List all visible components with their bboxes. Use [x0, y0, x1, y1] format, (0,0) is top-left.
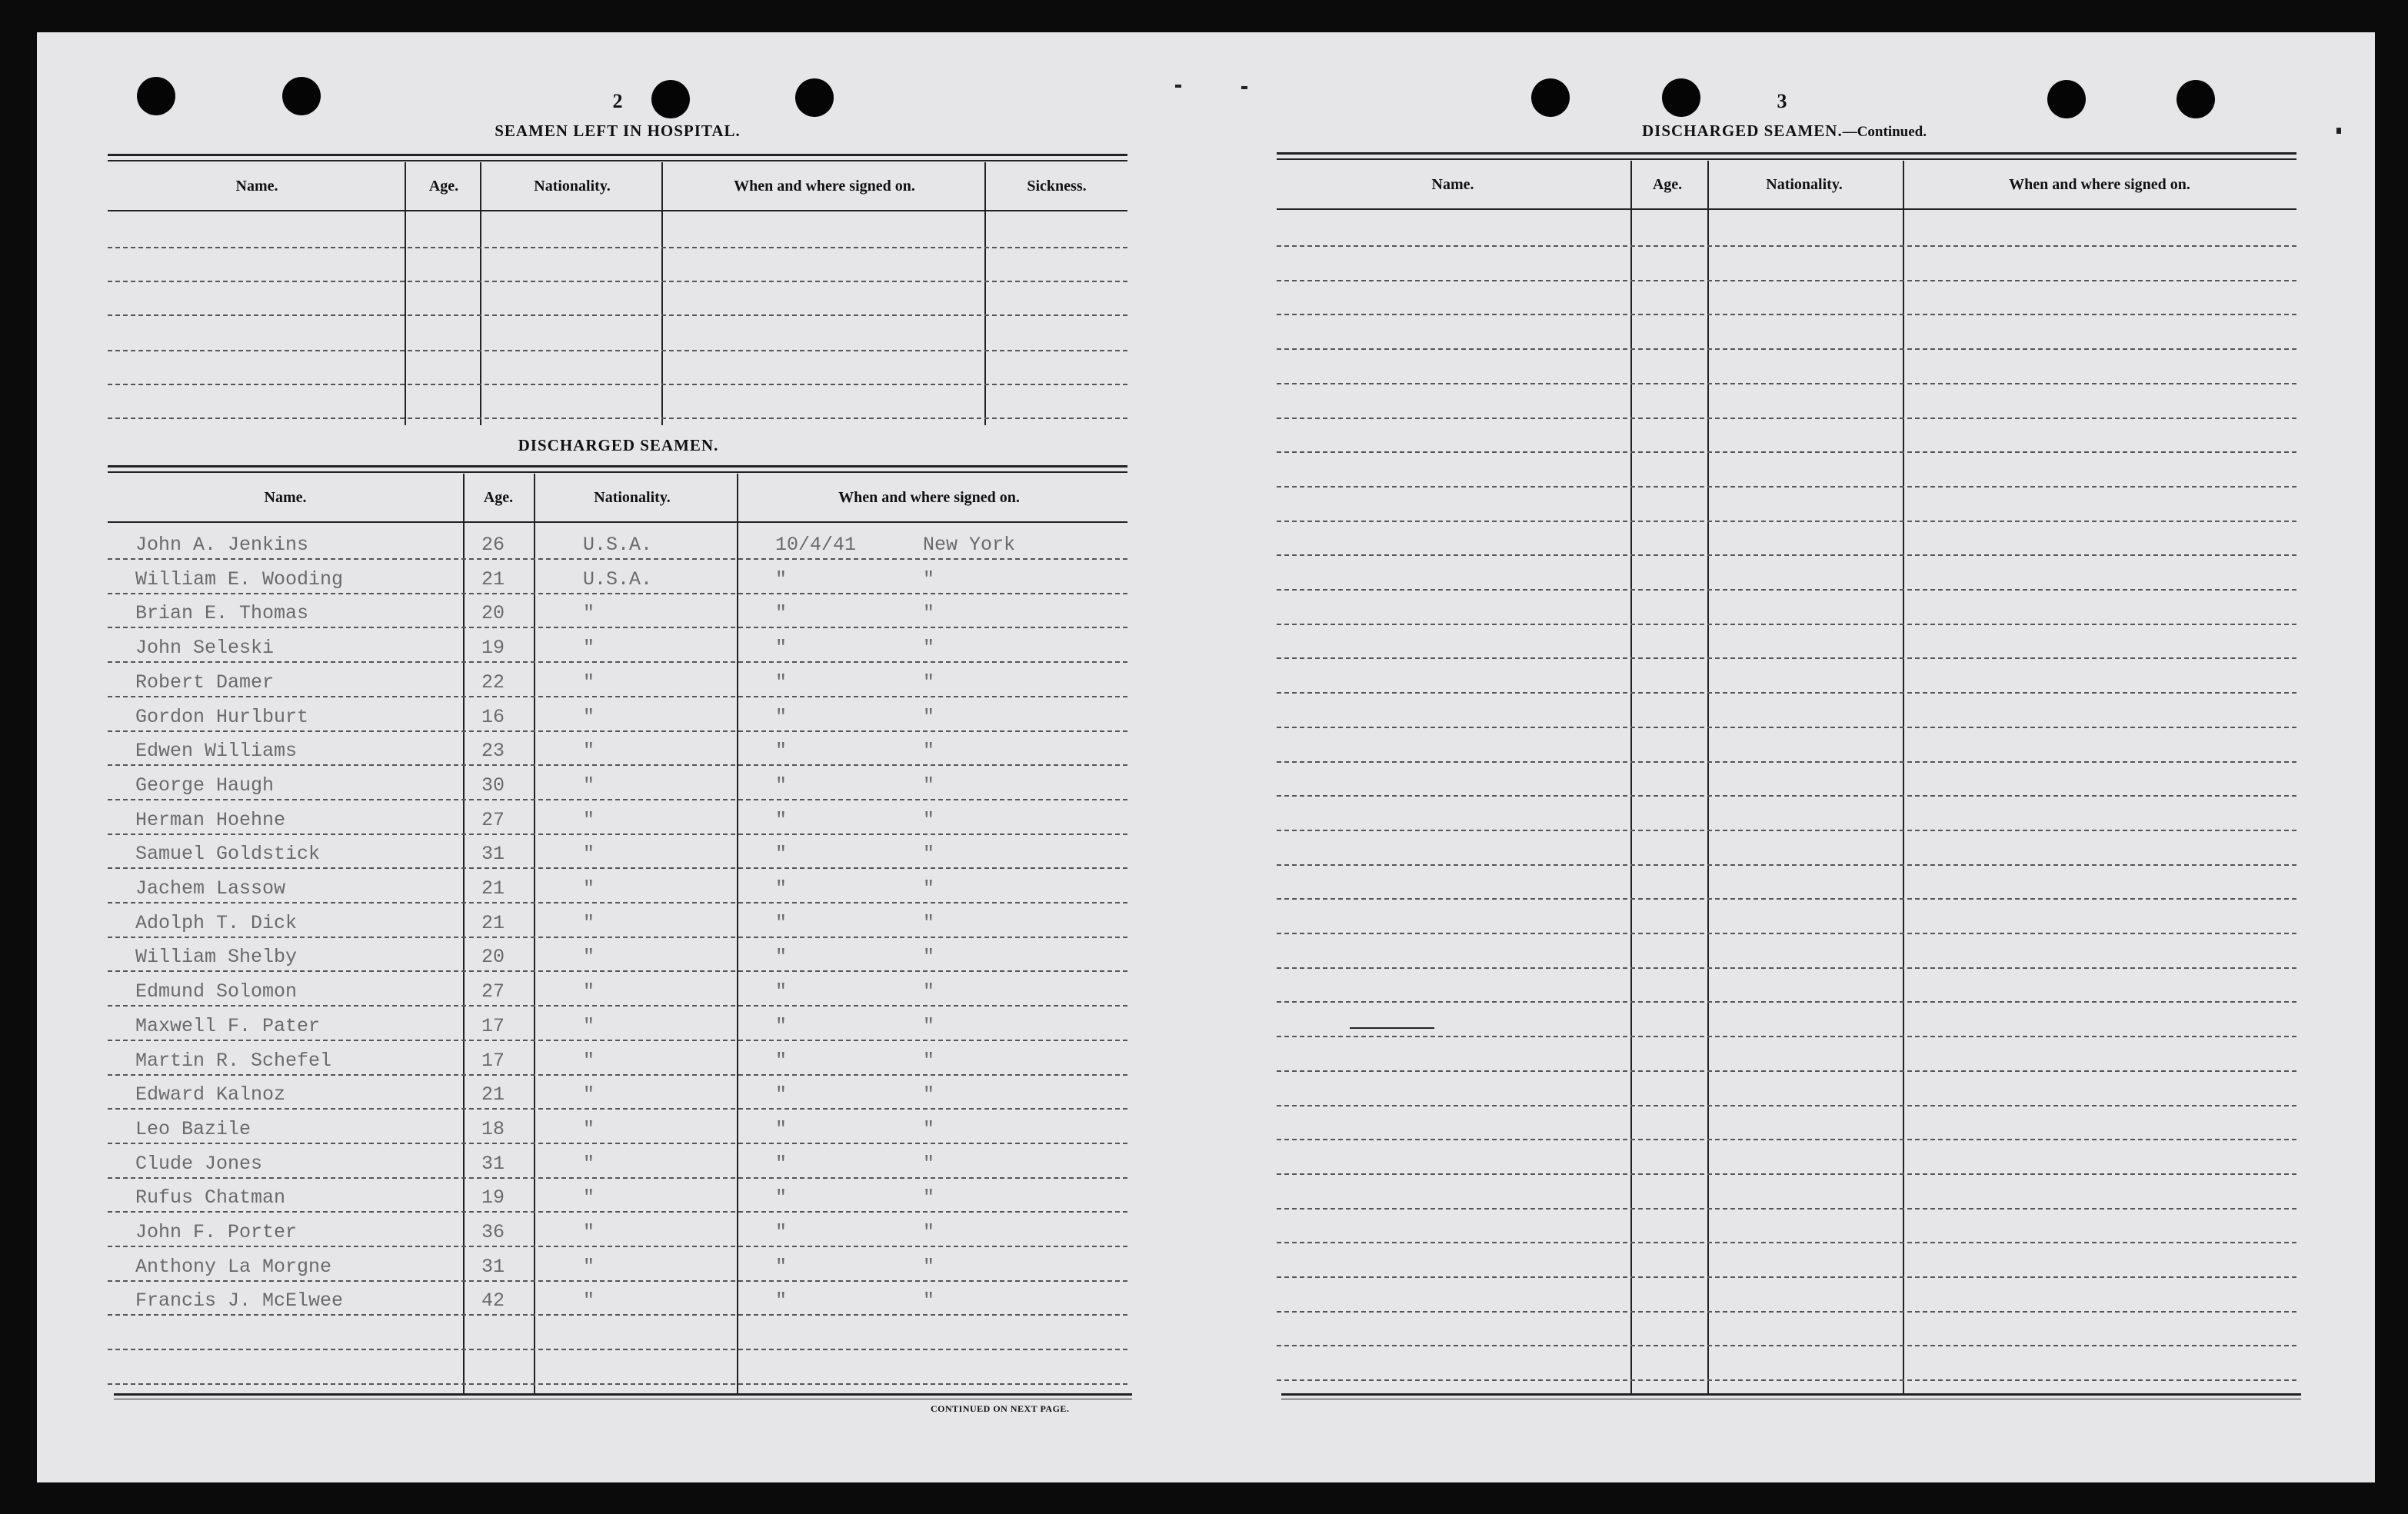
seaman-nationality: "	[583, 774, 595, 797]
discharged-header-row	[108, 474, 1127, 523]
signed-on-date: "	[775, 1117, 788, 1140]
signed-on-place: "	[923, 567, 935, 591]
discharged-col-nationality: Nationality.	[594, 488, 671, 506]
signed-on-date: 10/4/41	[775, 534, 857, 556]
punch-hole	[1531, 78, 1570, 117]
form-row-line	[108, 1246, 1127, 1247]
form-row-line	[108, 696, 1127, 697]
right-heading-suffix: —Continued.	[1842, 124, 1927, 140]
seaman-nationality: "	[583, 705, 595, 728]
form-row-line	[108, 1005, 1127, 1007]
form-row-line	[108, 1177, 1127, 1179]
signed-on-place: "	[923, 1289, 935, 1313]
signed-on-place: "	[923, 602, 935, 625]
seaman-name: Edward Kalnoz	[135, 1083, 286, 1106]
signed-on-date: "	[775, 1014, 788, 1037]
hospital-col-name: Name.	[235, 177, 278, 195]
punch-hole	[795, 78, 834, 117]
form-row-line	[1277, 1001, 2296, 1003]
hospital-heading: SEAMEN LEFT IN HOSPITAL.	[495, 121, 741, 140]
seaman-name: George Haugh	[135, 774, 275, 797]
seaman-nationality: "	[583, 1221, 595, 1243]
hospital-col-signed-on: When and where signed on.	[734, 177, 915, 195]
form-row-line	[1277, 1379, 2296, 1381]
form-row-line	[108, 1108, 1127, 1110]
form-row-line	[1277, 624, 2296, 625]
seaman-age: 31	[481, 1255, 505, 1278]
seaman-age: 21	[481, 877, 505, 900]
signed-on-place: "	[923, 980, 935, 1003]
column-divider	[405, 162, 406, 425]
signed-on-date: "	[775, 670, 788, 694]
form-row-line	[1277, 451, 2296, 453]
seaman-age: 21	[481, 567, 505, 591]
seaman-name: William Shelby	[135, 946, 298, 969]
signed-on-date: "	[775, 637, 788, 660]
seaman-age: 18	[481, 1117, 505, 1140]
signed-on-date: "	[775, 1186, 788, 1210]
seaman-nationality: "	[583, 1049, 595, 1072]
signed-on-date: "	[775, 567, 788, 591]
form-row-line	[108, 970, 1127, 972]
discharged-col-age: Age.	[483, 488, 514, 506]
discharged-continued-table	[1277, 152, 2296, 1394]
form-row-line	[108, 799, 1127, 800]
form-row-line	[1277, 348, 2296, 350]
seaman-name: Francis J. McElwee	[135, 1289, 344, 1313]
form-row-line	[1277, 933, 2296, 934]
punch-hole	[1662, 78, 1700, 117]
signed-on-place: "	[923, 877, 935, 900]
seaman-age: 20	[481, 602, 505, 625]
signed-on-date: "	[775, 1152, 788, 1175]
punch-hole	[2047, 80, 2086, 118]
form-row-line	[108, 661, 1127, 663]
punch-hole	[282, 77, 321, 115]
form-row-line	[108, 730, 1127, 732]
signed-on-place: "	[923, 670, 935, 694]
signed-on-date: "	[775, 1221, 788, 1243]
seaman-nationality: "	[583, 980, 595, 1003]
form-row-line	[1277, 314, 2296, 315]
form-row-line	[1277, 692, 2296, 694]
hospital-table	[108, 154, 1127, 425]
seaman-name: John Seleski	[135, 637, 275, 660]
seaman-name: Robert Damer	[135, 670, 275, 694]
form-row-line	[108, 593, 1127, 594]
form-row-line	[1277, 1276, 2296, 1278]
hospital-col-sickness: Sickness.	[1027, 177, 1087, 195]
form-row-line	[1277, 1070, 2296, 1072]
form-row-line	[1277, 795, 2296, 797]
signed-on-date: "	[775, 877, 788, 900]
seaman-name: Leo Bazile	[135, 1117, 251, 1140]
seaman-age: 31	[481, 843, 505, 866]
seaman-age: 19	[481, 637, 505, 660]
seaman-name: Anthony La Morgne	[135, 1255, 332, 1278]
continued-col-name: Name.	[1431, 175, 1474, 193]
right-heading	[1507, 121, 2061, 141]
form-row-line	[108, 902, 1127, 903]
signed-on-place: "	[923, 911, 935, 934]
seaman-name: Gordon Hurlburt	[135, 705, 309, 728]
seaman-age: 17	[481, 1049, 505, 1072]
seaman-nationality: "	[583, 1117, 595, 1140]
signed-on-place: "	[923, 740, 935, 763]
seaman-name: Jachem Lassow	[135, 877, 286, 900]
bottom-rule	[1281, 1393, 2301, 1396]
signed-on-date: "	[775, 946, 788, 969]
form-row-line	[1277, 1173, 2296, 1175]
column-divider	[984, 162, 986, 425]
seaman-name: John A. Jenkins	[135, 534, 309, 556]
punch-hole	[2177, 80, 2215, 118]
hospital-col-nationality: Nationality.	[534, 177, 611, 195]
signed-on-place: "	[923, 1083, 935, 1106]
seaman-name: Adolph T. Dick	[135, 911, 298, 934]
scan-mark	[1175, 85, 1181, 88]
signed-on-date: "	[775, 911, 788, 934]
page-number-right: 3	[1777, 90, 1787, 112]
seaman-nationality: "	[583, 1186, 595, 1210]
punch-hole	[137, 77, 175, 115]
signed-on-place: "	[923, 1117, 935, 1140]
form-row-line	[1277, 383, 2296, 384]
form-row-line	[108, 1040, 1127, 1041]
seaman-name: Edmund Solomon	[135, 980, 298, 1003]
form-row-line	[108, 1383, 1127, 1385]
continued-col-signed-on: When and where signed on.	[2009, 175, 2190, 193]
scan-mark	[1241, 86, 1247, 89]
form-row-line	[108, 281, 1127, 282]
discharged-col-signed-on: When and where signed on.	[838, 488, 1020, 506]
form-row-line	[108, 558, 1127, 560]
punch-hole	[651, 80, 690, 118]
seaman-age: 22	[481, 670, 505, 694]
continued-col-age: Age.	[1652, 175, 1683, 193]
seaman-name: William E. Wooding	[135, 567, 344, 591]
signed-on-place: "	[923, 1049, 935, 1072]
signed-on-date: "	[775, 808, 788, 831]
discharged-table	[108, 465, 1127, 1395]
form-row-line	[108, 418, 1127, 419]
form-row-line	[1277, 1105, 2296, 1106]
form-row-line	[1277, 727, 2296, 728]
form-row-line	[1277, 418, 2296, 419]
signed-on-place: "	[923, 705, 935, 728]
seaman-nationality: "	[583, 1255, 595, 1278]
signed-on-place: "	[923, 774, 935, 797]
seaman-age: 16	[481, 705, 505, 728]
seaman-nationality: "	[583, 740, 595, 763]
seaman-name: Rufus Chatman	[135, 1186, 286, 1210]
seaman-nationality: U.S.A.	[583, 567, 653, 591]
signed-on-place: "	[923, 1255, 935, 1278]
signed-on-place: "	[923, 1014, 935, 1037]
form-row-line	[108, 350, 1127, 351]
column-divider	[534, 474, 535, 1393]
signed-on-date: "	[775, 843, 788, 866]
form-row-line	[108, 1143, 1127, 1144]
continued-header-row	[1277, 161, 2296, 210]
seaman-name: Clude Jones	[135, 1152, 263, 1175]
form-row-line	[108, 247, 1127, 248]
form-row-line	[1277, 761, 2296, 763]
seaman-age: 27	[481, 980, 505, 1003]
seaman-nationality: "	[583, 1152, 595, 1175]
signed-on-date: "	[775, 602, 788, 625]
form-row-line	[1277, 486, 2296, 487]
seaman-age: 23	[481, 740, 505, 763]
form-row-line	[108, 1314, 1127, 1316]
seaman-nationality: "	[583, 911, 595, 934]
form-row-line	[108, 627, 1127, 628]
seaman-age: 26	[481, 534, 505, 556]
seaman-name: Maxwell F. Pater	[135, 1014, 321, 1037]
seaman-name: Edwen Williams	[135, 740, 298, 763]
seaman-age: 27	[481, 808, 505, 831]
signed-on-date: "	[775, 1049, 788, 1072]
signed-on-date: "	[775, 774, 788, 797]
seaman-age: 30	[481, 774, 505, 797]
form-row-line	[1277, 554, 2296, 556]
form-row-line	[108, 1211, 1127, 1213]
seaman-nationality: "	[583, 637, 595, 660]
form-row-line	[108, 867, 1127, 869]
form-row-line	[108, 1280, 1127, 1282]
signed-on-place: "	[923, 637, 935, 660]
form-row-line	[1277, 1311, 2296, 1313]
form-row-line	[108, 937, 1127, 938]
form-row-line	[108, 1349, 1127, 1350]
seaman-nationality: "	[583, 1083, 595, 1106]
discharged-heading: DISCHARGED SEAMEN.	[518, 436, 719, 454]
form-row-line	[1277, 1242, 2296, 1243]
signed-on-date: "	[775, 1289, 788, 1313]
seaman-age: 19	[481, 1186, 505, 1210]
bottom-rule	[114, 1393, 1132, 1396]
signed-on-place: "	[923, 843, 935, 866]
form-row-line	[1277, 864, 2296, 866]
continued-col-nationality: Nationality.	[1766, 175, 1843, 193]
form-row-line	[108, 764, 1127, 766]
seaman-nationality: U.S.A.	[583, 534, 653, 556]
form-row-line	[1277, 967, 2296, 969]
seaman-age: 36	[481, 1221, 505, 1243]
signed-on-date: "	[775, 740, 788, 763]
seaman-nationality: "	[583, 808, 595, 831]
form-row-line	[108, 834, 1127, 835]
form-row-line	[1277, 898, 2296, 900]
form-row-line	[1277, 1208, 2296, 1210]
seaman-nationality: "	[583, 1289, 595, 1313]
form-row-line	[1277, 1345, 2296, 1346]
seaman-name: Herman Hoehne	[135, 808, 286, 831]
scan-mark	[2336, 128, 2341, 134]
form-row-line	[1277, 657, 2296, 659]
signed-on-date: "	[775, 1255, 788, 1278]
seaman-nationality: "	[583, 670, 595, 694]
form-row-line	[1277, 521, 2296, 522]
signed-on-place: "	[923, 1186, 935, 1210]
discharged-col-name: Name.	[264, 488, 307, 506]
column-divider	[463, 474, 465, 1393]
seaman-age: 20	[481, 946, 505, 969]
seaman-age: 21	[481, 1083, 505, 1106]
signed-on-date: "	[775, 980, 788, 1003]
scan-mark	[1350, 1027, 1434, 1029]
form-row-line	[1277, 589, 2296, 591]
signed-on-place: "	[923, 808, 935, 831]
form-row-line	[1277, 1036, 2296, 1037]
seaman-nationality: "	[583, 1014, 595, 1037]
signed-on-place: "	[923, 946, 935, 969]
signed-on-date: "	[775, 705, 788, 728]
form-row-line	[1277, 280, 2296, 281]
seaman-name: Samuel Goldstick	[135, 843, 321, 866]
form-row-line	[108, 1074, 1127, 1076]
signed-on-place: New York	[923, 534, 1016, 556]
form-row-line	[1277, 245, 2296, 247]
seaman-name: John F. Porter	[135, 1221, 298, 1243]
form-row-line	[108, 384, 1127, 385]
signed-on-date: "	[775, 1083, 788, 1106]
seaman-nationality: "	[583, 602, 595, 625]
column-divider	[737, 474, 738, 1393]
seaman-nationality: "	[583, 946, 595, 969]
form-row-line	[1277, 830, 2296, 831]
column-divider	[661, 162, 663, 425]
seaman-age: 21	[481, 911, 505, 934]
continued-note: CONTINUED ON NEXT PAGE.	[931, 1403, 1070, 1414]
seaman-age: 31	[481, 1152, 505, 1175]
seaman-nationality: "	[583, 877, 595, 900]
hospital-header-row	[108, 162, 1127, 211]
column-divider	[480, 162, 481, 425]
hospital-col-age: Age.	[428, 177, 459, 195]
seaman-nationality: "	[583, 843, 595, 866]
seaman-name: Martin R. Schefel	[135, 1049, 332, 1072]
page-number-left: 2	[612, 90, 623, 112]
seaman-age: 17	[481, 1014, 505, 1037]
seaman-name: Brian E. Thomas	[135, 602, 309, 625]
signed-on-place: "	[923, 1221, 935, 1243]
form-row-line	[1277, 1139, 2296, 1140]
right-heading-title: DISCHARGED SEAMEN.	[1642, 121, 1843, 140]
form-row-line	[108, 314, 1127, 316]
seaman-age: 42	[481, 1289, 505, 1313]
signed-on-place: "	[923, 1152, 935, 1175]
